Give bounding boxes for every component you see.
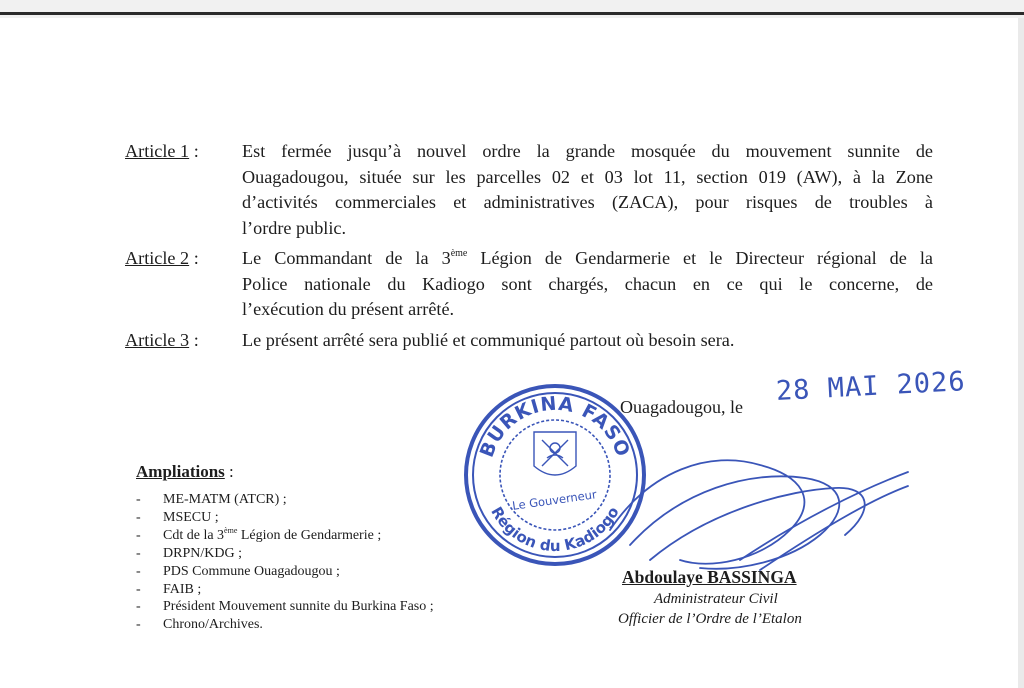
list-item: - Cdt de la 3ème Légion de Gendarmerie ;	[136, 525, 382, 543]
seal-top-text: BURKINA FASO	[475, 392, 635, 461]
top-rule	[0, 0, 1024, 18]
list-item: - MSECU ;	[136, 509, 219, 525]
ampliations-title: Ampliations :	[136, 462, 234, 481]
list-item: - ME-MATM (ATCR) ;	[136, 492, 287, 507]
top-rule-line	[0, 12, 1024, 15]
list-item: - FAIB ;	[136, 581, 202, 597]
article-1-label: Article 1 :	[125, 141, 199, 161]
seal-center-text: Le Gouverneur	[511, 487, 598, 513]
list-item: - PDS Commune Ouagadougou ;	[136, 563, 340, 579]
article-2	[125, 246, 933, 323]
article-2-line: Le Commandant de la 3ème Légion de Gendarmerie et le Directeur régional de la	[242, 248, 933, 268]
list-item: - Chrono/Archives.	[136, 617, 263, 633]
article-3	[125, 328, 933, 354]
place-and-date-label: Ouagadougou, le	[620, 397, 743, 417]
article-1-line: d’activités commerciales et administratives (ZACA), pour risques de troubles à	[242, 192, 933, 212]
article-3-line: Le présent arrêté sera publié et communiqué partout où besoin sera.	[242, 330, 735, 350]
ampliations-list	[136, 491, 434, 634]
seal-bottom-text: Région du Kadiogo	[487, 503, 623, 555]
article-1-line: l’ordre public.	[242, 217, 347, 238]
article-2-line: l’exécution du présent arrêté.	[242, 299, 455, 319]
article-3-label: Article 3 :	[125, 330, 199, 350]
article-1-line: Ouagadougou, située sur les parcelles 02 et 03 lot 11, section 019 (AW), à la Zone	[242, 166, 933, 187]
list-item: - DRPN/KDG ;	[136, 545, 242, 561]
article-1-line: Est fermée jusqu’à nouvel ordre la grande mosquée du mouvement sunnite de	[242, 141, 933, 161]
article-2-label: Article 2 :	[125, 248, 199, 268]
signer-title: Administrateur Civil	[654, 591, 778, 607]
signer-name: Abdoulaye BASSINGA	[622, 567, 797, 587]
list-item: - Président Mouvement sunnite du Burkina Faso ;	[136, 599, 434, 615]
page-edge	[1018, 18, 1024, 688]
article-2-body	[242, 246, 933, 323]
date-stamp: 28 MAI 2026	[775, 366, 967, 407]
article-1	[125, 139, 933, 241]
article-2-line: Police nationale du Kadiogo sont chargés, chacun en ce qui le concerne, de	[242, 273, 933, 294]
signer-order: Officier de l’Ordre de l’Etalon	[618, 611, 802, 627]
coat-of-arms-icon	[534, 432, 576, 475]
article-3-body	[242, 328, 933, 354]
article-1-body	[242, 139, 933, 241]
